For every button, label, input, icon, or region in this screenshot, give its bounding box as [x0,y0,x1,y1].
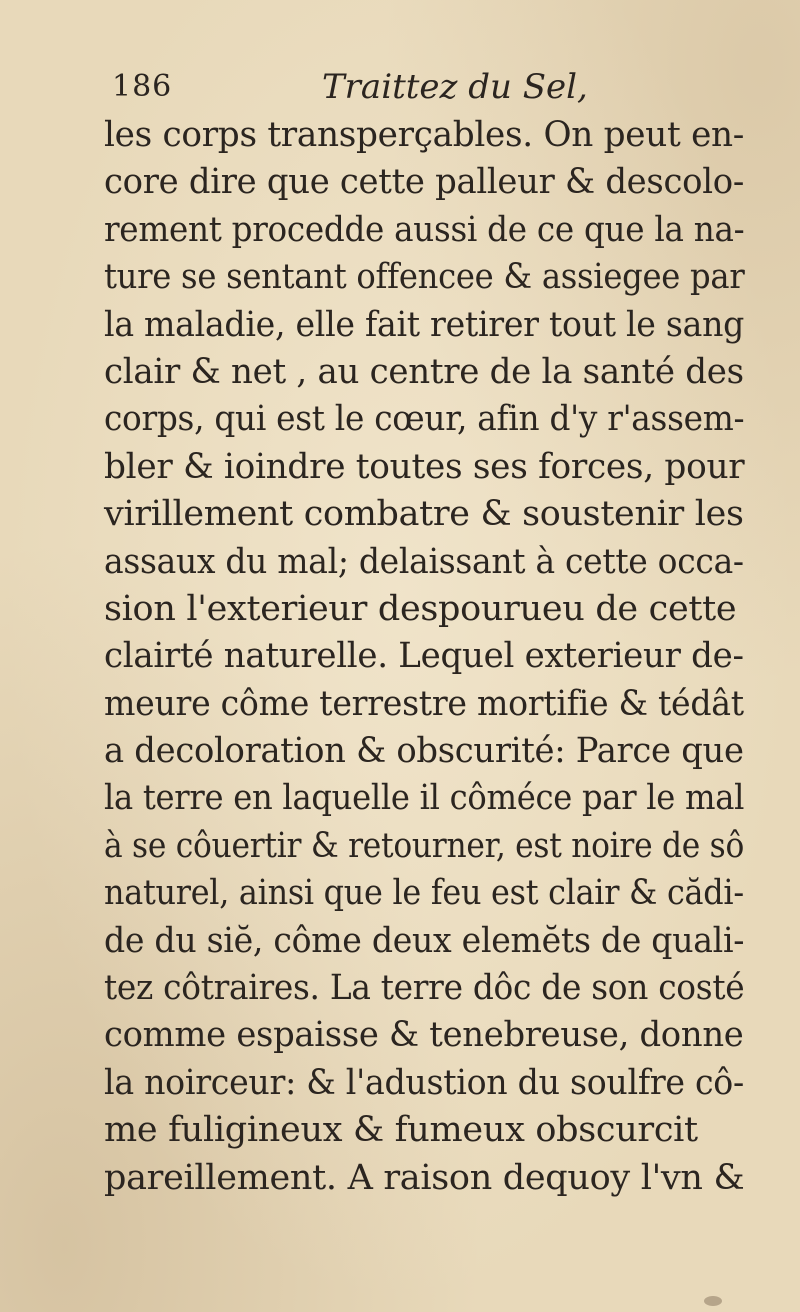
page-header [112,64,712,110]
text-line: meure côme terrestre mortifie & tédât [104,683,744,724]
text-line: virillement combatre & soustenir les [104,494,744,535]
body-text [104,112,744,1202]
text-line: tez côtraires. La terre dôc de son costé [104,968,745,1009]
page-number: 186 [112,69,173,104]
text-line: la maladie, elle fait retirer tout le sang [104,304,745,345]
text-line: assaux du mal; delaissant à cette occa- [104,541,744,582]
text-line: à se côuertir & retourner, est noire de sô [104,825,745,866]
text-line: clairté naturelle. Lequel exterieur de- [104,636,744,677]
text-line: corps, qui est le cœur, afin d'y r'assem- [104,399,745,440]
ink-stain [704,1296,722,1306]
text-line: comme espaisse & tenebreuse, donne [104,1015,744,1056]
text-line: les corps transperçables. On peut en- [104,115,745,155]
text-line: bler & ioindre toutes ses forces, pour [104,446,745,487]
text-line: la noirceur: & l'adustion du soulfre cô- [104,1062,744,1103]
text-line: sion l'exterieur despourueu de cette [104,588,737,629]
text-line: a decoloration & obscurité: Parce que [104,731,744,772]
text-line: me fuligineux & fumeux obscurcit [104,1110,698,1151]
text-line: ture se sentant offencee & assiegee par [104,257,745,298]
text-line: la terre en laquelle il côméce par le mal [104,778,745,819]
text-line: naturel, ainsi que le feu est clair & cădi- [104,873,744,914]
text-line: pareillement. A raison dequoy l'vn & [104,1157,745,1198]
text-line: de du siĕ, côme deux elemĕts de quali- [104,920,745,961]
text-line: clair & net , au centre de la santé des [104,351,744,392]
running-title: Traittez du Sel, [322,67,588,107]
text-line: rement procedde aussi de ce que la na- [104,209,745,250]
text-line: core dire que cette palleur & descolo- [104,162,745,203]
